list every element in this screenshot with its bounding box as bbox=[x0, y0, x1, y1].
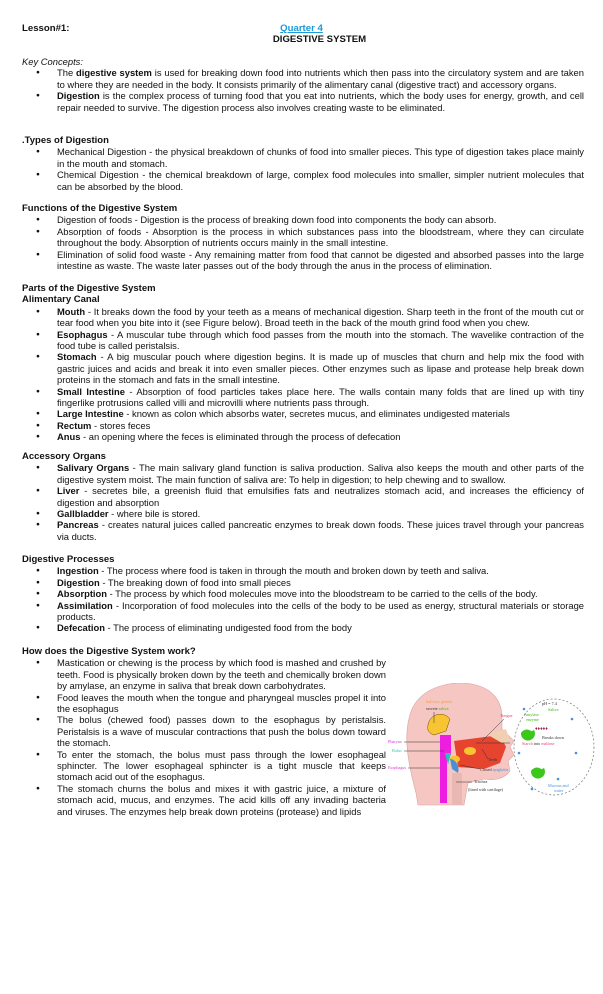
list-item bbox=[22, 306, 584, 329]
item-term: digestive system bbox=[76, 67, 152, 79]
list-item: ● Digestion of foods - Digestion is the process of breaking down food into components the body can absorb. bbox=[22, 214, 584, 225]
list-item: ● Mechanical Digestion - the physical breakdown of chunks of food into smaller pieces. This type of digestion takes place mainly in the mouth and stomach. bbox=[22, 146, 584, 169]
list-item bbox=[22, 508, 584, 519]
item-term: Salivary Organs bbox=[57, 462, 130, 474]
item-term: Rectum bbox=[57, 419, 92, 431]
accessory-list bbox=[22, 462, 584, 542]
list-item bbox=[22, 420, 584, 431]
list-item: ● Absorption of foods - Absorption is the process in which substances pass into the bloodstream, where they can circulate throughout the body. Absorption of nutrients occurs mainly in the small intestine. bbox=[22, 226, 584, 249]
list-item: ● Elimination of solid food waste - Any remaining matter from food that cannot be digested and absorbed passes into the large intestine as waste. The waste later passes out of the body through the anus in the process of elimination. bbox=[22, 249, 584, 272]
processes-section bbox=[22, 554, 584, 634]
item-text: - The process where food is taken in through the mouth and broken down by teeth and saliva. bbox=[98, 565, 489, 577]
processes-list bbox=[22, 565, 584, 633]
item-term: Absorption bbox=[57, 588, 107, 600]
item-term: Digestion bbox=[57, 576, 100, 588]
item-term: Assimilation bbox=[57, 599, 113, 611]
item-term: Ingestion bbox=[57, 565, 99, 577]
types-list bbox=[22, 146, 584, 192]
sublingual-gland bbox=[464, 747, 476, 755]
list-item bbox=[22, 485, 584, 508]
types-section bbox=[22, 135, 584, 192]
list-item: ● The stomach churns the bolus and mixes it with gastric juice, a mixture of stomach acid, mucus, and enzymes. The acid kills off any invading bacteria and viruses. The enzymes help break down proteins (protease) and lipids bbox=[22, 783, 386, 817]
item-term: Esophagus bbox=[57, 328, 108, 340]
list-item bbox=[22, 329, 584, 352]
section-title: Digestive Processes bbox=[22, 554, 115, 565]
item-text: - an opening where the feces is eliminated through the process of defecation bbox=[80, 431, 401, 443]
list-item: ● Food leaves the mouth when the tongue and pharyngeal muscles propel it into the esophagus bbox=[22, 692, 386, 715]
item-text: - The process of eliminating undigested food from the body bbox=[104, 622, 352, 634]
list-item bbox=[22, 600, 584, 623]
section-title: Parts of the Digestive System bbox=[22, 283, 156, 294]
key-concepts-section bbox=[22, 56, 584, 113]
label-breaks-down: Breaks down bbox=[542, 735, 564, 740]
mouth-digestion-diagram bbox=[388, 683, 600, 828]
item-text: - Absorption of food particles takes place here. The walls contain many folds that are lined up with tiny fingerlike protrusions called villi and microvilli where nutrients pass through. bbox=[57, 385, 584, 409]
label-trachea: Trachea bbox=[474, 779, 488, 784]
item-text: - known as colon which absorbs water, secretes mucus, and eliminates undigested materials bbox=[123, 408, 510, 420]
starch-chain: ♦♦♦♦♦ bbox=[535, 727, 548, 732]
label-saliva: Saliva bbox=[548, 707, 559, 712]
list-item: ● Chemical Digestion - the chemical breakdown of large, complex food molecules into smaller, simpler nutrient molecules that can be absorbed by the blood. bbox=[22, 169, 584, 192]
section-title: Accessory Organs bbox=[22, 451, 106, 462]
label-water: water bbox=[554, 788, 564, 793]
pharynx bbox=[440, 735, 451, 755]
item-term: Anus bbox=[57, 431, 81, 443]
lesson-label: Lesson#1: bbox=[22, 23, 70, 34]
item-text: - It breaks down the food by your teeth as a means of mechanical digestion. Sharp teeth in the front of the mouth cut or tear food when you bite into it (see Figure below). Broad teeth in the back of the mouth grind food when you chew. bbox=[57, 305, 584, 329]
key-concepts-list bbox=[22, 67, 584, 113]
item-text: - A muscular tube through which food passes from the mouth into the stomach. The wavelike contraction of the food tube is called peristalsis. bbox=[57, 328, 584, 352]
list-item bbox=[22, 386, 584, 409]
functions-section bbox=[22, 203, 584, 271]
item-text: - A big muscular pouch where digestion begins. It is made up of muscles that churn and help mix the food with gastric juices and acids and break it into even smaller pieces. Other enzymes such as lipase and protease help break down proteins in the stomach and fats in the small intestine. bbox=[57, 351, 584, 386]
item-text: - where bile is stored. bbox=[108, 508, 201, 520]
item-term: Liver bbox=[57, 485, 80, 497]
label-trachea-note: (lined with cartilage) bbox=[468, 787, 504, 792]
list-item bbox=[22, 351, 584, 385]
label-secrete: secrete saliva bbox=[426, 706, 449, 711]
item-term: Small Intestine bbox=[57, 385, 125, 397]
trachea bbox=[452, 773, 462, 805]
how-list bbox=[22, 657, 386, 817]
item-text: is used for breaking down food into nutrients which then pass into the circulatory system and are taken to where they are needed in the body. It consists primarily of the alimentary canal (digestive tract) and accessory organs. bbox=[57, 67, 584, 90]
list-item bbox=[22, 408, 584, 419]
title-block bbox=[0, 23, 603, 46]
item-term: Digestion bbox=[57, 90, 100, 102]
label-tongue: Tongue bbox=[500, 713, 513, 718]
esophagus bbox=[440, 755, 447, 803]
item-term: Gallbladder bbox=[57, 508, 109, 520]
parts-section bbox=[22, 283, 584, 443]
key-concepts-title: Key Concepts: bbox=[22, 56, 83, 67]
list-item bbox=[22, 519, 584, 542]
accessory-section bbox=[22, 451, 584, 542]
list-item bbox=[22, 565, 584, 576]
label-bolus: Bolus bbox=[392, 748, 402, 753]
quarter-link[interactable]: Quarter 4 bbox=[280, 23, 323, 34]
label-enzyme: enzyme bbox=[526, 717, 540, 722]
item-text: - The process by which food molecules move into the bloodstream to be carried to the cells of the body. bbox=[107, 588, 538, 600]
item-pre: The bbox=[57, 67, 77, 79]
list-item bbox=[22, 431, 584, 442]
list-item bbox=[22, 67, 584, 90]
page-title: DIGESTIVE SYSTEM bbox=[272, 34, 367, 46]
list-item bbox=[22, 622, 584, 633]
label-closed-epiglottis: Closed epiglottis bbox=[480, 767, 509, 772]
item-term: Large Intestine bbox=[57, 408, 124, 420]
section-subtitle: Alimentary Canal bbox=[22, 294, 100, 306]
label-teeth: Teeth bbox=[488, 757, 498, 762]
label-amylase: Amylase bbox=[524, 712, 539, 717]
list-item bbox=[22, 577, 584, 588]
label-ph: pH = 7.4 bbox=[542, 701, 557, 706]
item-text: - The breaking down of food into small pieces bbox=[99, 576, 291, 588]
item-text: - The main salivary gland function is saliva production. Saliva also keeps the mouth and other parts of the digestive system moist. The main function of saliva are: To help in digestion; to help chewing and to swallow. bbox=[57, 462, 584, 485]
item-term: Mouth bbox=[57, 305, 86, 317]
list-item: ● Mastication or chewing is the process by which food is mashed and crushed by teeth. Food is physically broken down by the teeth and chemically broken down by amylase, an enzyme in saliva that break down carbohydrates. bbox=[22, 657, 386, 691]
list-item bbox=[22, 462, 584, 485]
how-section bbox=[22, 646, 386, 817]
amylase-enzyme-shape bbox=[521, 730, 535, 741]
functions-list bbox=[22, 214, 584, 271]
item-term: Stomach bbox=[57, 351, 97, 363]
label-salivary-glands: Salivary glands bbox=[426, 699, 452, 704]
item-term: Pancreas bbox=[57, 519, 99, 531]
amylase-enzyme-shape-2 bbox=[531, 768, 545, 779]
list-item: ● To enter the stomach, the bolus must pass through the lower esophageal sphincter. The lower esophageal sphincter is a tight muscle that keeps stomach acid out of the esophagus. bbox=[22, 749, 386, 783]
diagram-illustration bbox=[388, 683, 600, 828]
label-esophagus: Esophagus bbox=[388, 765, 407, 770]
list-item bbox=[22, 90, 584, 113]
list-item: ● The bolus (chewed food) passes down to the esophagus by peristalsis. Peristalsis is a wave of muscular contractions that push the bolus down toward the stomach. bbox=[22, 714, 386, 748]
item-term: Defecation bbox=[57, 622, 105, 634]
section-title: Functions of the Digestive System bbox=[22, 203, 178, 214]
item-text: - secretes bile, a greenish fluid that emulsifies fats and neutralizes stomach acid, and increases the efficiency of digestion and absorption bbox=[57, 485, 584, 508]
parts-list bbox=[22, 306, 584, 443]
item-text: - stores feces bbox=[91, 419, 151, 431]
item-text: - Incorporation of food molecules into the cells of the body to be used as energy, structural materials or storage products. bbox=[57, 599, 584, 623]
item-text: is the complex process of turning food that you eat into nutrients, which the body uses for energy, growth, and cell repair needed to survive. The digestion process also involves creating waste to be eliminated. bbox=[57, 90, 584, 113]
item-text: - creates natural juices called pancreatic enzymes to break down foods. These juices travel through your pancreas via ducts. bbox=[57, 519, 584, 542]
label-mucus: Mucous and bbox=[548, 783, 569, 788]
list-item bbox=[22, 588, 584, 599]
label-pharynx: Pharynx bbox=[388, 739, 402, 744]
section-title: .Types of Digestion bbox=[22, 135, 109, 146]
section-title: How does the Digestive System work? bbox=[22, 646, 196, 657]
label-starch-maltose: Starch into maltose bbox=[522, 741, 555, 746]
